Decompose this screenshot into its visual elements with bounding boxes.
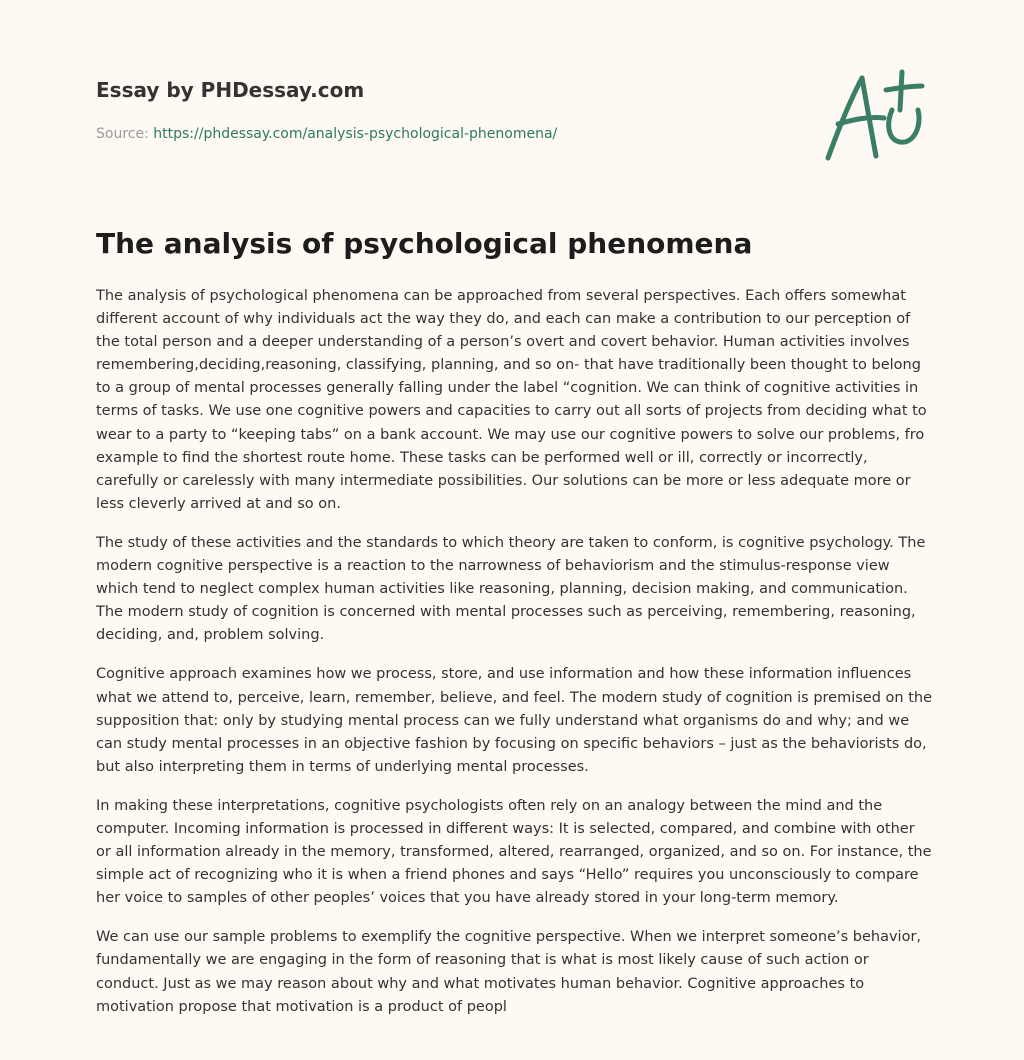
essay-paragraph-3: Cognitive approach examines how we process, store, and use information and how these information influences what we attend to, perceive, learn, remember, believe, and feel. The modern study of cognition is premised on the supposition that: only by studying mental process can we fully understand what organisms do and why; and we can study mental processes in an objective fashion by focusing on specific behaviors – just as the behaviorists do, but also interpreting them in terms of underlying mental processes. — [96, 666, 933, 775]
site-name: Essay by PHDessay.com — [96, 78, 365, 102]
source-label: Source: — [96, 126, 154, 142]
essay-paragraph-1: The analysis of psychological phenomena can be approached from several perspectives. Each offers somewhat different account of why individuals act the way they do, and each can make a contribution to our perception of the total person and a deeper understanding of a person’s overt and covert behavior. Human activities involves remembering,deciding,reasoning, classifying, planning, and so on- that have traditionally been thought to belong to a group of mental processes generally falling under the label “cognition. We can think of cognitive activities in terms of tasks. We use one cognitive powers and capacities to carry out all sorts of projects from deciding what to wear to a party to “keeping tabs” on a bank account. We may use our cognitive powers to solve our problems, fro example to find the shortest route home. These tasks can be performed well or ill, correctly or incorrectly, carefully or carelessly with many intermediate possibilities. Our solutions can be more or less adequate more or less cleverly arrived at and so on. — [96, 288, 927, 512]
source-link[interactable]: https://phdessay.com/analysis-psychological-phenomena/ — [153, 126, 558, 142]
page-header — [96, 76, 796, 144]
source-line — [96, 124, 796, 144]
essay-paragraph-5: We can use our sample problems to exemplify the cognitive perspective. When we interpret someone’s behavior, fundamentally we are engaging in the form of reasoning that is what is most likely cause of such action or conduct. Just as we may reason about why and what motivates human behavior. Cognitive approaches to motivation propose that motivation is a product of peopl — [96, 929, 922, 1015]
a-plus-icon — [822, 66, 932, 166]
essay-body — [96, 285, 932, 1035]
essay-paragraph-2: The study of these activities and the standards to which theory are taken to conform, is cognitive psychology. The modern cognitive perspective is a reaction to the narrowness of behaviorism and the stimulus-response view which tend to neglect complex human activities like reasoning, planning, decision making, and communication. The modern study of cognition is concerned with mental processes such as perceiving, remembering, reasoning, deciding, and, problem solving. — [96, 534, 926, 644]
essay-paragraph-4: In making these interpretations, cognitive psychologists often rely on an analogy between the mind and the computer. Incoming information is processed in different ways: It is selected, compared, and combine with other or all information already in the memory, transformed, altered, rearranged, organized, and so on. For instance, the simple act of recognizing who it is when a friend phones and says “Hello” requires you unconsciously to compare her voice to samples of other peoples’ voices that you have already stored in your long-term memory. — [96, 797, 932, 907]
essay-title: The analysis of psychological phenomena — [96, 227, 753, 260]
